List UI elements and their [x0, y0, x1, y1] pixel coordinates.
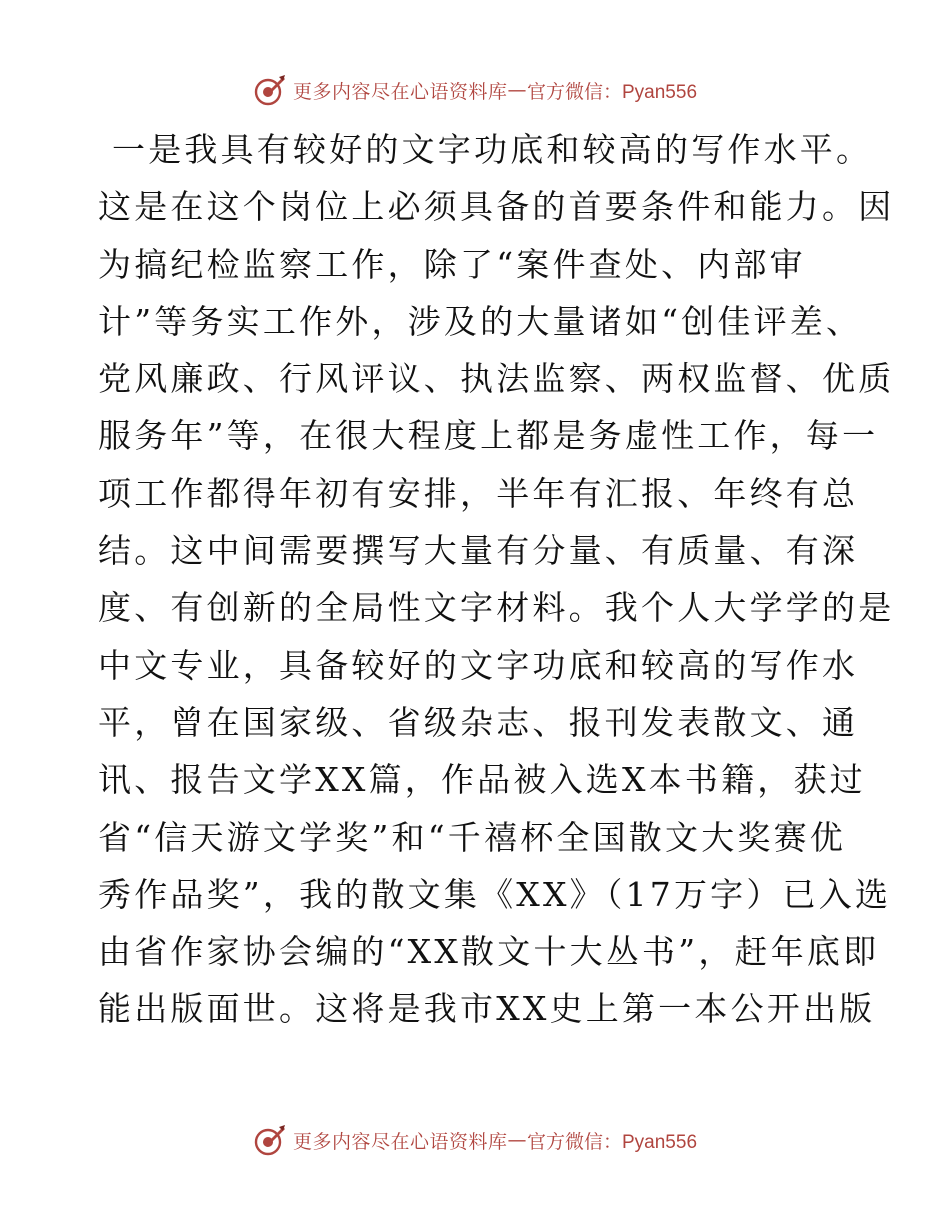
header-separator: —	[507, 79, 527, 101]
footer-contact-text: 官方微信：Pyan556	[527, 1131, 698, 1153]
body-line: 一是我具有较好的文字功底和较高的写作水平。	[112, 130, 873, 169]
body-line: 讯、报告文学XX篇，作品被入选X本书籍，获过	[98, 760, 866, 800]
header-site-text: 更多内容尽在心语资料库	[292, 80, 508, 103]
body-line: 度、有创新的全局性文字材料。我个人大学学的是	[98, 588, 895, 628]
body-line: 能出版面世。这将是我市XX史上第一本公开出版	[98, 989, 876, 1029]
header-contact-text: 官方微信：Pyan556	[527, 81, 698, 103]
body-line: 结。这中间需要撰写大量有分量、有质量、有深	[98, 531, 859, 571]
body-line: 为搞纪检监察工作，除了“案件查处、内部审	[98, 244, 806, 284]
body-line: 秀作品奖”，我的散文集《XX》（17万字）已入选	[98, 874, 892, 914]
document-body	[98, 121, 895, 1038]
body-line: 由省作家协会编的“XX散文十大丛书”，赶年底即	[98, 932, 880, 972]
footer-banner	[0, 1120, 950, 1160]
body-line: 计”等务实工作外，涉及的大量诸如“创佳评差、	[98, 301, 863, 341]
footer-site-text: 更多内容尽在心语资料库	[292, 1130, 508, 1153]
body-line: 省“信天游文学奖”和“千禧杯全国散文大奖赛优	[98, 817, 847, 857]
header-banner	[0, 70, 950, 110]
body-line: 党风廉政、行风评议、执法监察、两权监督、优质	[98, 359, 895, 399]
body-line: 这是在这个岗位上必须具备的首要条件和能力。因	[98, 187, 895, 227]
body-line: 项工作都得年初有安排，半年有汇报、年终有总	[98, 473, 859, 513]
quill-pen-logo-icon	[253, 1123, 287, 1157]
body-line: 中文专业，具备较好的文字功底和较高的写作水	[98, 645, 859, 685]
body-line: 服务年”等，在很大程度上都是务虚性工作，每一	[98, 416, 879, 456]
quill-pen-logo-icon	[253, 73, 287, 107]
body-line: 平，曾在国家级、省级杂志、报刊发表散文、通	[98, 702, 859, 742]
footer-separator: —	[507, 1129, 527, 1151]
